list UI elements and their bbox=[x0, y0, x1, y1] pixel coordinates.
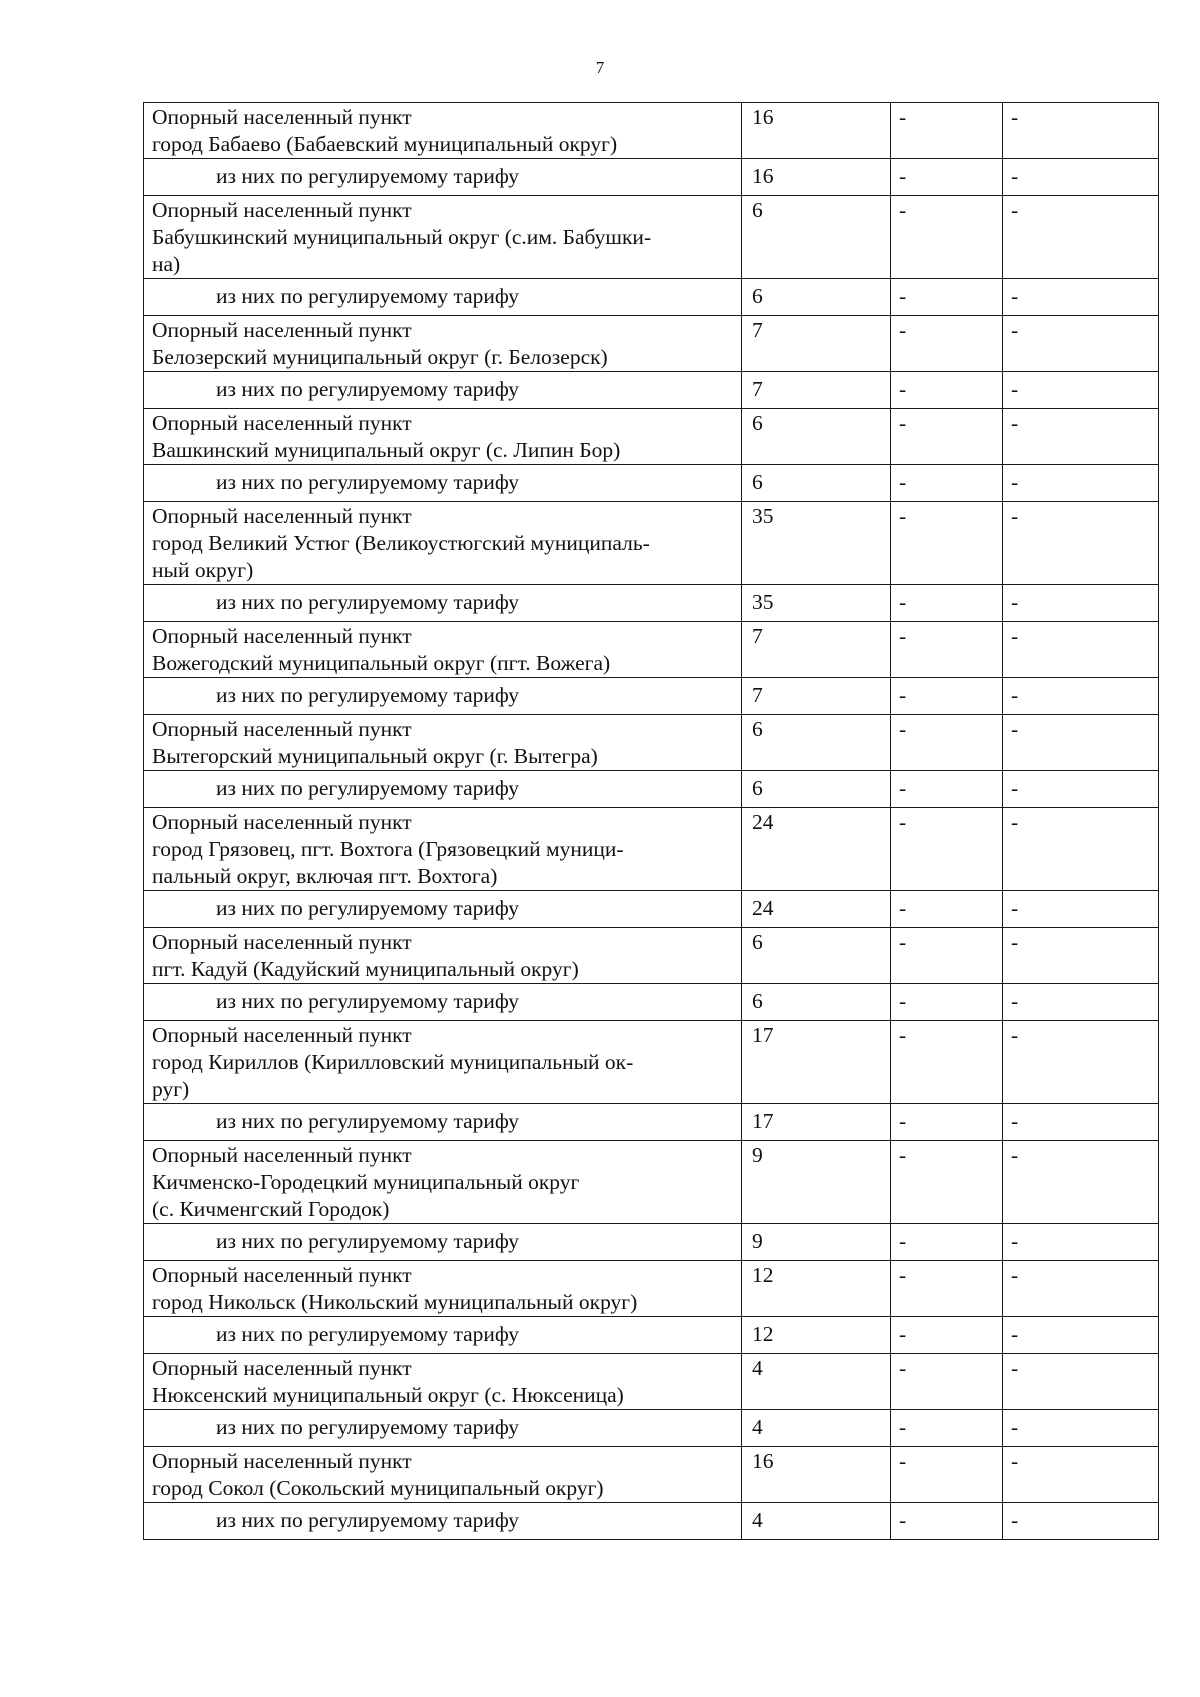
cell-name-line: Вожегодский муниципальный округ (пгт. Вожега) bbox=[152, 651, 611, 675]
cell-name-line: руг) bbox=[152, 1077, 190, 1101]
table-row-regulated-tariff bbox=[144, 1224, 1159, 1261]
cell-name-line: город Грязовец, пгт. Вохтога (Грязовецкий муници- bbox=[152, 837, 624, 861]
cell-value: 24 bbox=[742, 891, 891, 928]
cell-name-line: Опорный населенный пункт bbox=[152, 717, 412, 741]
cell-name-line: из них по регулируемому тарифу bbox=[216, 896, 520, 920]
cell-col4: - bbox=[1003, 678, 1159, 715]
cell-col3: - bbox=[891, 622, 1003, 678]
table-row-regulated-tariff bbox=[144, 585, 1159, 622]
cell-col3: - bbox=[891, 159, 1003, 196]
cell-name bbox=[144, 585, 742, 622]
cell-name-line: из них по регулируемому тарифу bbox=[216, 1109, 520, 1133]
cell-col4: - bbox=[1003, 159, 1159, 196]
cell-name-line: Опорный населенный пункт bbox=[152, 1143, 412, 1167]
cell-name bbox=[144, 622, 742, 678]
cell-name bbox=[144, 372, 742, 409]
cell-col3: - bbox=[891, 1447, 1003, 1503]
cell-name bbox=[144, 1317, 742, 1354]
cell-name bbox=[144, 1447, 742, 1503]
table-row-settlement bbox=[144, 1447, 1159, 1503]
cell-value: 9 bbox=[742, 1141, 891, 1224]
data-table bbox=[143, 102, 1159, 1540]
cell-col3: - bbox=[891, 1021, 1003, 1104]
cell-name-line: город Сокол (Сокольский муниципальный округ) bbox=[152, 1476, 604, 1500]
cell-name-line: Кичменско-Городецкий муниципальный округ bbox=[152, 1170, 580, 1194]
cell-value: 6 bbox=[742, 771, 891, 808]
cell-name-line: из них по регулируемому тарифу bbox=[216, 590, 520, 614]
cell-col4: - bbox=[1003, 279, 1159, 316]
table-row-settlement bbox=[144, 1021, 1159, 1104]
cell-name-line: Опорный населенный пункт bbox=[152, 1449, 412, 1473]
cell-col3: - bbox=[891, 808, 1003, 891]
cell-value: 6 bbox=[742, 984, 891, 1021]
cell-name-line: из них по регулируемому тарифу bbox=[216, 683, 520, 707]
cell-col3: - bbox=[891, 1141, 1003, 1224]
cell-col3: - bbox=[891, 715, 1003, 771]
table-row-settlement bbox=[144, 715, 1159, 771]
cell-name-line: Бабушкинский муниципальный округ (с.им. Бабушки- bbox=[152, 225, 652, 249]
cell-name bbox=[144, 279, 742, 316]
cell-value: 16 bbox=[742, 103, 891, 159]
cell-value: 7 bbox=[742, 622, 891, 678]
cell-col4: - bbox=[1003, 502, 1159, 585]
cell-value: 24 bbox=[742, 808, 891, 891]
cell-name bbox=[144, 771, 742, 808]
table-row-settlement bbox=[144, 196, 1159, 279]
table-row-regulated-tariff bbox=[144, 159, 1159, 196]
table-row-regulated-tariff bbox=[144, 372, 1159, 409]
cell-name-line: город Бабаево (Бабаевский муниципальный округ) bbox=[152, 132, 618, 156]
table-row-regulated-tariff bbox=[144, 891, 1159, 928]
cell-value: 7 bbox=[742, 372, 891, 409]
table-row-regulated-tariff bbox=[144, 771, 1159, 808]
table-row-regulated-tariff bbox=[144, 1317, 1159, 1354]
cell-name bbox=[144, 1503, 742, 1540]
cell-col4: - bbox=[1003, 1141, 1159, 1224]
cell-name-line: Нюксенский муниципальный округ (с. Нюксеница) bbox=[152, 1383, 624, 1407]
cell-col4: - bbox=[1003, 1410, 1159, 1447]
cell-name-line: Опорный населенный пункт bbox=[152, 318, 412, 342]
cell-name bbox=[144, 103, 742, 159]
cell-name bbox=[144, 159, 742, 196]
cell-col4: - bbox=[1003, 103, 1159, 159]
cell-value: 4 bbox=[742, 1503, 891, 1540]
cell-value: 12 bbox=[742, 1317, 891, 1354]
cell-col4: - bbox=[1003, 715, 1159, 771]
cell-name-line: Вашкинский муниципальный округ (с. Липин Бор) bbox=[152, 438, 621, 462]
cell-name-line: из них по регулируемому тарифу bbox=[216, 1415, 520, 1439]
cell-name-line: из них по регулируемому тарифу bbox=[216, 164, 520, 188]
cell-col3: - bbox=[891, 928, 1003, 984]
cell-name-line: из них по регулируемому тарифу bbox=[216, 377, 520, 401]
cell-value: 6 bbox=[742, 715, 891, 771]
cell-name bbox=[144, 928, 742, 984]
cell-col4: - bbox=[1003, 984, 1159, 1021]
cell-name-line: из них по регулируемому тарифу bbox=[216, 989, 520, 1013]
cell-value: 6 bbox=[742, 465, 891, 502]
cell-name-line: город Кириллов (Кирилловский муниципальный ок- bbox=[152, 1050, 634, 1074]
cell-value: 4 bbox=[742, 1354, 891, 1410]
table-row-settlement bbox=[144, 1261, 1159, 1317]
cell-col3: - bbox=[891, 502, 1003, 585]
table-body bbox=[144, 103, 1159, 1540]
cell-name-line: пальный округ, включая пгт. Вохтога) bbox=[152, 864, 498, 888]
cell-col3: - bbox=[891, 1317, 1003, 1354]
cell-col3: - bbox=[891, 1503, 1003, 1540]
cell-value: 6 bbox=[742, 279, 891, 316]
cell-col4: - bbox=[1003, 1104, 1159, 1141]
cell-name bbox=[144, 409, 742, 465]
cell-col4: - bbox=[1003, 372, 1159, 409]
table-row-settlement bbox=[144, 502, 1159, 585]
cell-col4: - bbox=[1003, 1354, 1159, 1410]
cell-col4: - bbox=[1003, 1261, 1159, 1317]
cell-name bbox=[144, 316, 742, 372]
cell-name-line: Опорный населенный пункт bbox=[152, 1356, 412, 1380]
cell-col4: - bbox=[1003, 196, 1159, 279]
cell-name-line: город Великий Устюг (Великоустюгский муниципаль- bbox=[152, 531, 650, 555]
cell-col4: - bbox=[1003, 316, 1159, 372]
cell-name bbox=[144, 678, 742, 715]
cell-value: 9 bbox=[742, 1224, 891, 1261]
cell-col4: - bbox=[1003, 1224, 1159, 1261]
cell-value: 16 bbox=[742, 1447, 891, 1503]
cell-value: 12 bbox=[742, 1261, 891, 1317]
cell-name-line: Опорный населенный пункт bbox=[152, 1263, 412, 1287]
cell-value: 16 bbox=[742, 159, 891, 196]
cell-name bbox=[144, 1104, 742, 1141]
cell-col3: - bbox=[891, 678, 1003, 715]
cell-name-line: Опорный населенный пункт bbox=[152, 930, 412, 954]
cell-value: 7 bbox=[742, 678, 891, 715]
table-row-regulated-tariff bbox=[144, 279, 1159, 316]
cell-name bbox=[144, 891, 742, 928]
cell-name-line: Опорный населенный пункт bbox=[152, 810, 412, 834]
cell-col3: - bbox=[891, 891, 1003, 928]
cell-col4: - bbox=[1003, 622, 1159, 678]
cell-col3: - bbox=[891, 1410, 1003, 1447]
cell-col4: - bbox=[1003, 891, 1159, 928]
cell-col4: - bbox=[1003, 465, 1159, 502]
cell-name-line: Опорный населенный пункт bbox=[152, 1023, 412, 1047]
cell-col3: - bbox=[891, 1224, 1003, 1261]
cell-value: 35 bbox=[742, 585, 891, 622]
table-row-settlement bbox=[144, 928, 1159, 984]
cell-col4: - bbox=[1003, 585, 1159, 622]
cell-col3: - bbox=[891, 279, 1003, 316]
cell-col3: - bbox=[891, 103, 1003, 159]
cell-name-line: из них по регулируемому тарифу bbox=[216, 776, 520, 800]
cell-name bbox=[144, 1410, 742, 1447]
cell-col4: - bbox=[1003, 808, 1159, 891]
cell-name-line: из них по регулируемому тарифу bbox=[216, 1508, 520, 1532]
cell-col4: - bbox=[1003, 1021, 1159, 1104]
table-row-regulated-tariff bbox=[144, 984, 1159, 1021]
cell-col3: - bbox=[891, 771, 1003, 808]
cell-name bbox=[144, 1261, 742, 1317]
cell-value: 6 bbox=[742, 196, 891, 279]
cell-name-line: (с. Кичменгский Городок) bbox=[152, 1197, 390, 1221]
cell-name bbox=[144, 1224, 742, 1261]
table-row-regulated-tariff bbox=[144, 1503, 1159, 1540]
table-row-settlement bbox=[144, 316, 1159, 372]
cell-name-line: из них по регулируемому тарифу bbox=[216, 1229, 520, 1253]
cell-col4: - bbox=[1003, 928, 1159, 984]
cell-col4: - bbox=[1003, 1503, 1159, 1540]
cell-col4: - bbox=[1003, 1317, 1159, 1354]
table-row-settlement bbox=[144, 1354, 1159, 1410]
cell-name-line: на) bbox=[152, 252, 181, 276]
cell-name-line: ный округ) bbox=[152, 558, 254, 582]
cell-name bbox=[144, 1141, 742, 1224]
cell-name-line: из них по регулируемому тарифу bbox=[216, 470, 520, 494]
cell-value: 35 bbox=[742, 502, 891, 585]
cell-name-line: Опорный населенный пункт bbox=[152, 198, 412, 222]
cell-name-line: Белозерский муниципальный округ (г. Белозерск) bbox=[152, 345, 608, 369]
table-row-settlement bbox=[144, 622, 1159, 678]
cell-col3: - bbox=[891, 465, 1003, 502]
table-row-settlement bbox=[144, 409, 1159, 465]
cell-name-line: Опорный населенный пункт bbox=[152, 411, 412, 435]
cell-col3: - bbox=[891, 1354, 1003, 1410]
cell-value: 6 bbox=[742, 409, 891, 465]
cell-name bbox=[144, 808, 742, 891]
table-row-regulated-tariff bbox=[144, 1104, 1159, 1141]
cell-value: 6 bbox=[742, 928, 891, 984]
cell-name bbox=[144, 984, 742, 1021]
cell-name bbox=[144, 715, 742, 771]
cell-name bbox=[144, 1354, 742, 1410]
cell-value: 4 bbox=[742, 1410, 891, 1447]
table-row-regulated-tariff bbox=[144, 465, 1159, 502]
page-number: 7 bbox=[595, 58, 605, 77]
cell-name-line: Опорный населенный пункт bbox=[152, 624, 412, 648]
cell-col4: - bbox=[1003, 771, 1159, 808]
cell-name-line: Опорный населенный пункт bbox=[152, 105, 412, 129]
cell-name bbox=[144, 196, 742, 279]
cell-name bbox=[144, 1021, 742, 1104]
cell-col3: - bbox=[891, 585, 1003, 622]
cell-name-line: из них по регулируемому тарифу bbox=[216, 1322, 520, 1346]
cell-col3: - bbox=[891, 372, 1003, 409]
cell-value: 17 bbox=[742, 1104, 891, 1141]
cell-name-line: город Никольск (Никольский муниципальный округ) bbox=[152, 1290, 638, 1314]
cell-col3: - bbox=[891, 409, 1003, 465]
cell-col3: - bbox=[891, 316, 1003, 372]
table-row-regulated-tariff bbox=[144, 678, 1159, 715]
cell-name-line: пгт. Кадуй (Кадуйский муниципальный округ) bbox=[152, 957, 579, 981]
cell-col4: - bbox=[1003, 409, 1159, 465]
cell-col4: - bbox=[1003, 1447, 1159, 1503]
table-row-regulated-tariff bbox=[144, 1410, 1159, 1447]
cell-name-line: из них по регулируемому тарифу bbox=[216, 284, 520, 308]
cell-name bbox=[144, 465, 742, 502]
cell-value: 17 bbox=[742, 1021, 891, 1104]
cell-value: 7 bbox=[742, 316, 891, 372]
cell-name bbox=[144, 502, 742, 585]
table-row-settlement bbox=[144, 103, 1159, 159]
cell-name-line: Опорный населенный пункт bbox=[152, 504, 412, 528]
cell-name-line: Вытегорский муниципальный округ (г. Вытегра) bbox=[152, 744, 598, 768]
cell-col3: - bbox=[891, 1261, 1003, 1317]
cell-col3: - bbox=[891, 1104, 1003, 1141]
cell-col3: - bbox=[891, 196, 1003, 279]
table-row-settlement bbox=[144, 1141, 1159, 1224]
cell-col3: - bbox=[891, 984, 1003, 1021]
table-row-settlement bbox=[144, 808, 1159, 891]
